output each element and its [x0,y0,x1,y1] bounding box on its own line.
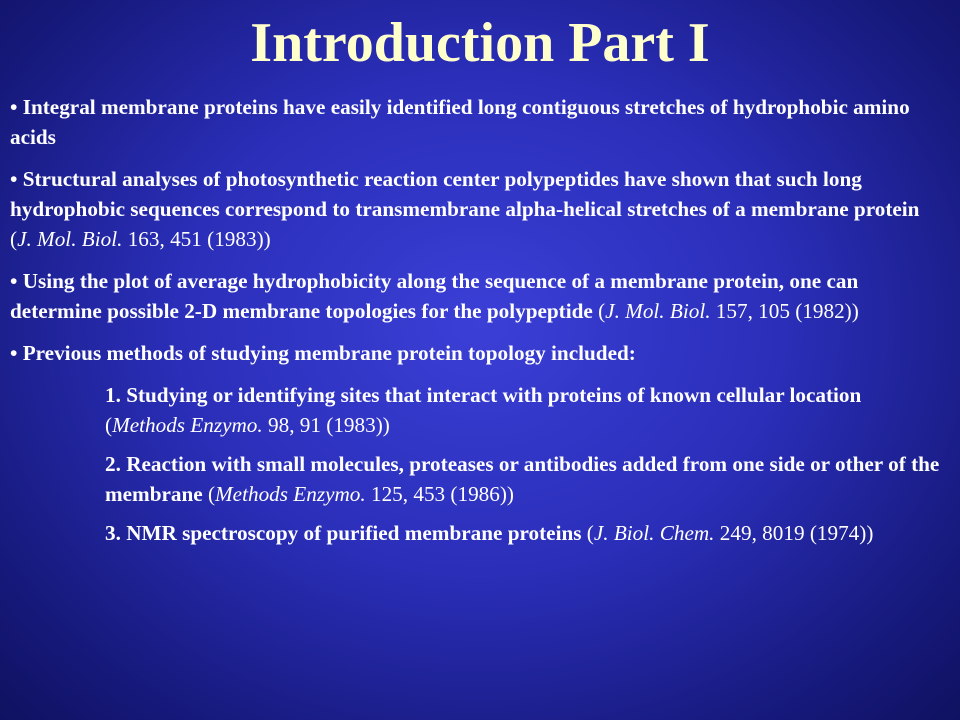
citation-detail: 125, 453 (1986)) [365,482,514,506]
method-item [105,449,945,509]
bullet-item [10,338,945,368]
citation-journal: J. Mol. Biol. [605,299,711,323]
bullet-text: Integral membrane proteins have easily identified long contiguous stretches of hydrophobic amino acids [10,95,910,149]
citation-journal: J. Mol. Biol. [17,227,123,251]
bullet-text: Structural analyses of photosynthetic reaction center polypeptides have shown that such long hydrophobic sequences correspond to transmembrane alpha-helical stretches of a membrane protein [10,167,920,221]
citation-journal: J. Biol. Chem. [593,521,715,545]
citation-detail: 157, 105 (1982)) [710,299,859,323]
bullet-glyph: • [10,95,18,119]
bullet-glyph: • [10,269,18,293]
bullet-text: Using the plot of average hydrophobicity along the sequence of a membrane protein, one can determine possible 2-D membrane topologies for the polypeptide [10,269,859,323]
bullet-glyph: • [10,167,18,191]
citation-detail: 249, 8019 (1974)) [714,521,874,545]
citation-open: ( [598,299,606,323]
citation-journal: Methods Enzymo. [215,482,366,506]
citation-open: ( [105,413,113,437]
bullet-item [10,92,945,152]
method-item [105,380,945,440]
citation-open: ( [207,482,216,506]
citation-open: ( [10,227,18,251]
method-text: 1. Studying or identifying sites that interact with proteins of known cellular location [105,383,862,407]
bullet-item [10,164,945,254]
citation-detail: 98, 91 (1983)) [262,413,390,437]
slide-body [10,92,945,557]
citation-journal: Methods Enzymo. [112,413,263,437]
citation-open: ( [586,521,594,545]
bullet-item [10,266,945,326]
method-text: 3. NMR spectroscopy of purified membrane proteins [105,521,582,545]
method-text: 2. Reaction with small molecules, proteases or antibodies added from one side or other of the membrane [105,452,940,506]
method-item [105,518,945,548]
slide-title: Introduction Part I [250,12,710,74]
citation-detail: 163, 451 (1983)) [122,227,271,251]
bullet-glyph: • [10,341,18,365]
bullet-text: Previous methods of studying membrane protein topology included: [22,341,636,365]
